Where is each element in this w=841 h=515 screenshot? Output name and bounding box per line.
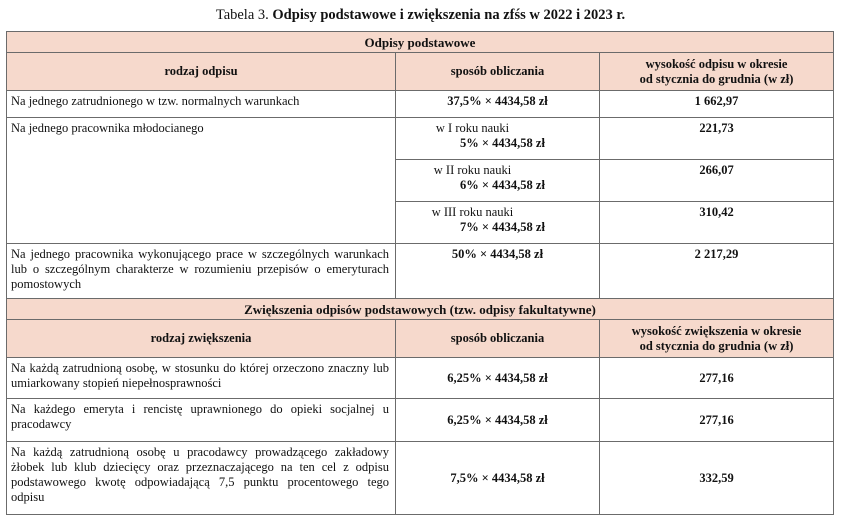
table-row bbox=[7, 399, 834, 442]
row-value: 221,73 bbox=[600, 118, 834, 160]
row-desc: Na każdą zatrudnioną osobę, w stosunku do której orzeczono znaczny lub umiarkowany stopień niepełnosprawności bbox=[7, 358, 396, 399]
header-amount-line2: od stycznia do grudnia (w zł) bbox=[639, 71, 794, 86]
table-row bbox=[7, 358, 834, 399]
header-amount bbox=[600, 53, 834, 91]
row-desc: Na każdą zatrudnioną osobę u pracodawcy prowadzącego zakładowy żłobek lub klub dziecięcy oraz przeznaczającego na ten cel z odpisu podstawowego kwotę odpowiadającą 7,5 punktu procentowego tego odpisu bbox=[7, 442, 396, 515]
table-row bbox=[7, 118, 834, 160]
header-amount-line1: wysokość odpisu w okresie bbox=[645, 56, 788, 71]
allowance-table bbox=[6, 31, 834, 515]
header-type: rodzaj zwiększenia bbox=[7, 320, 396, 358]
caption-prefix: Tabela 3. bbox=[215, 7, 269, 23]
row-calc: 37,5% × 4434,58 zł bbox=[396, 91, 600, 118]
section-basic-row bbox=[7, 32, 834, 53]
year-label: w III roku nauki bbox=[431, 205, 514, 219]
header-amount-line1: wysokość zwiększenia w okresie bbox=[631, 323, 802, 338]
header-amount-line2: od stycznia do grudnia (w zł) bbox=[639, 338, 794, 353]
row-desc: Na jednego pracownika młodocianego bbox=[7, 118, 396, 244]
row-calc: 6,25% × 4434,58 zł bbox=[396, 358, 600, 399]
row-value: 310,42 bbox=[600, 202, 834, 244]
row-value: 332,59 bbox=[600, 442, 834, 515]
year-formula: 6% × 4434,58 zł bbox=[460, 178, 545, 192]
basic-header-row bbox=[7, 53, 834, 91]
row-desc: Na jednego zatrudnionego w tzw. normalnych warunkach bbox=[7, 91, 396, 118]
header-type: rodzaj odpisu bbox=[7, 53, 396, 91]
row-value: 1 662,97 bbox=[600, 91, 834, 118]
row-calc bbox=[396, 118, 600, 160]
year-formula: 5% × 4434,58 zł bbox=[460, 136, 545, 150]
row-calc: 7,5% × 4434,58 zł bbox=[396, 442, 600, 515]
row-calc: 50% × 4434,58 zł bbox=[396, 244, 600, 299]
row-desc: Na jednego pracownika wykonującego prace w szczególnych warunkach lub o szczególnym charakterze w rozumieniu przepisów o emeryturach pomostowych bbox=[7, 244, 396, 299]
year-label: w I roku nauki bbox=[435, 121, 510, 135]
section-increase-row bbox=[7, 299, 834, 320]
increase-header-row bbox=[7, 320, 834, 358]
row-value: 277,16 bbox=[600, 358, 834, 399]
table-caption bbox=[0, 6, 841, 24]
row-calc: 6,25% × 4434,58 zł bbox=[396, 399, 600, 442]
table-row bbox=[7, 91, 834, 118]
row-value: 266,07 bbox=[600, 160, 834, 202]
header-method: sposób obliczania bbox=[396, 53, 600, 91]
row-calc bbox=[396, 202, 600, 244]
table-row bbox=[7, 244, 834, 299]
section-increase-title: Zwiększenia odpisów podstawowych (tzw. odpisy fakultatywne) bbox=[7, 299, 834, 320]
header-method: sposób obliczania bbox=[396, 320, 600, 358]
year-formula: 7% × 4434,58 zł bbox=[460, 220, 545, 234]
row-desc: Na każdego emeryta i rencistę uprawnionego do opieki socjalnej u pracodawcy bbox=[7, 399, 396, 442]
row-value: 2 217,29 bbox=[600, 244, 834, 299]
section-basic-title: Odpisy podstawowe bbox=[7, 32, 834, 53]
table-row bbox=[7, 442, 834, 515]
row-calc bbox=[396, 160, 600, 202]
year-label: w II roku nauki bbox=[433, 163, 512, 177]
header-amount bbox=[600, 320, 834, 358]
caption-title: Odpisy podstawowe i zwiększenia na zfśs w 2022 i 2023 r. bbox=[272, 7, 626, 23]
row-value: 277,16 bbox=[600, 399, 834, 442]
